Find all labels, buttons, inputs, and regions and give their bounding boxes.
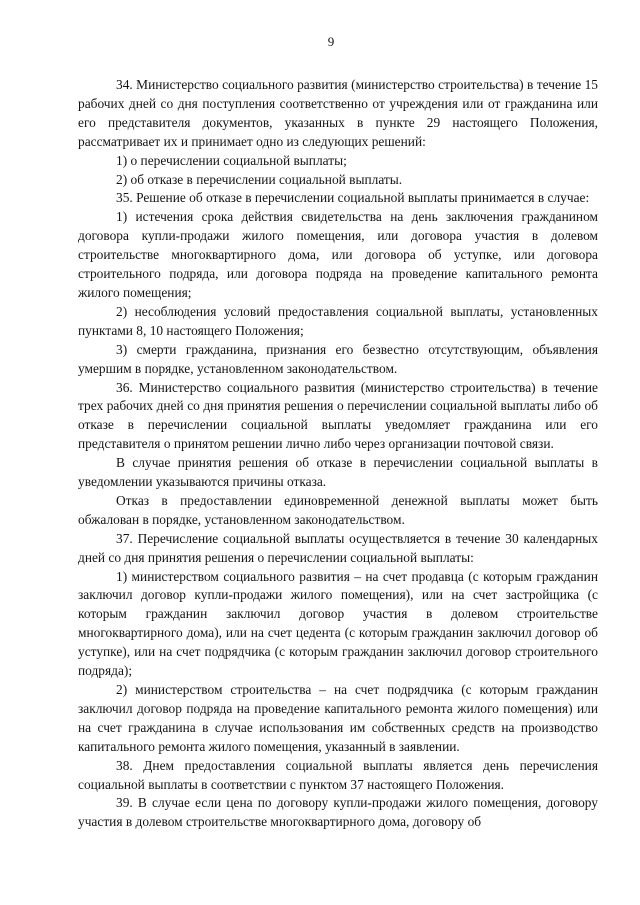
- paragraph-39: 39. В случае если цена по договору купли-продажи жилого помещения, договору участия в долевом строительстве многоквартирного дома, договору об: [78, 795, 598, 830]
- paragraph-37-item-1: 1) министерством социального развития – на счет продавца (с которым гражданин заключил договор купли-продажи жилого помещения), или на счет застройщика (с которым гражданин заключил договор участия в долевом строительстве многоквартирного дома), или на счет цедента (с которым гражданин заключил договор об уступке), или на счет подрядчика (с которым гражданин заключил договор строительного подряда);: [78, 568, 598, 679]
- paragraph-35: 35. Решение об отказе в перечислении социальной выплаты принимается в случае:: [116, 190, 590, 206]
- page-number: 9: [327, 34, 335, 49]
- paragraph-34: 34. Министерство социального развития (министерство строительства) в течение 15 рабочих дней со дня поступления соответственно от учреждения или от гражданина или его представителя документов, указанных в пункте 29 настоящего Положения, рассматривает их и принимает одно из следующих решений:: [78, 77, 598, 149]
- paragraph-37: 37. Перечисление социальной выплаты осуществляется в течение 30 календарных дней со дня принятия решения о перечислении социальной выплаты:: [78, 530, 598, 565]
- paragraph-35-item-3: 3) смерти гражданина, признания его безвестно отсутствующим, объявления умершим в порядке, установленном законодательством.: [78, 341, 598, 376]
- document-page: [78, 34, 598, 832]
- paragraph-37-item-2: 2) министерством строительства – на счет подрядчика (с которым гражданин заключил договор подряда на проведение капитального ремонта жилого помещения) или на счет гражданина в случае использования им собственных средств на производство капитального ремонта жилого помещения, указанный в заявлении.: [78, 682, 598, 754]
- paragraph-34-option-1: 1) о перечислении социальной выплаты;: [116, 152, 347, 168]
- paragraph-36: 36. Министерство социального развития (министерство строительства) в течение трех рабочих дней со дня принятия решения о перечислении социальной выплаты либо об отказе в перечислении социальной выплаты уведомляет гражданина или его представителя о принятом решении лично либо через организации почтовой связи.: [78, 379, 598, 452]
- paragraph-35-item-2: 2) несоблюдения условий предоставления социальной выплаты, установленных пунктами 8, 10 настоящего Положения;: [78, 303, 598, 338]
- paragraph-36-appeal: Отказ в предоставлении единовременной денежной выплаты может быть обжалован в порядке, установленном законодательством.: [78, 492, 598, 527]
- paragraph-34-option-2: 2) об отказе в перечислении социальной выплаты.: [116, 171, 403, 187]
- paragraph-38: 38. Днем предоставления социальной выплаты является день перечисления социальной выплаты в соответствии с пунктом 37 настоящего Положения.: [78, 757, 598, 792]
- paragraph-35-item-1: 1) истечения срока действия свидетельства на день заключения гражданином договора купли-продажи жилого помещения, или договора участия в долевом строительстве многоквартирного дома, или договора об уступке, или договора строительного подряда, или договора подряда на проведение капитального ремонта жилого помещения;: [78, 209, 598, 300]
- paragraph-36-refusal-reasons: В случае принятия решения об отказе в перечислении социальной выплаты в уведомлении указываются причины отказа.: [78, 455, 598, 490]
